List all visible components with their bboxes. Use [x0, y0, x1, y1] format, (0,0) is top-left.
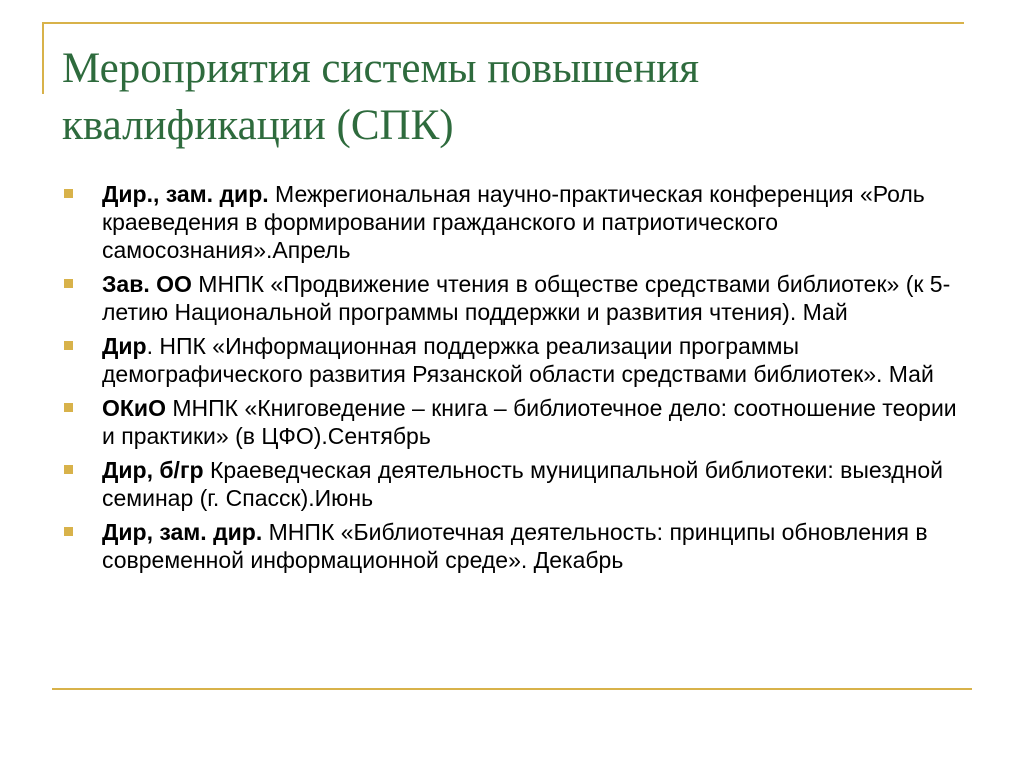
- slide-title-line-2: квалификации (СПК): [62, 102, 454, 149]
- event-item: [62, 270, 962, 326]
- event-responsible: Дир, б/гр: [102, 457, 204, 483]
- left-accent-rule: [42, 22, 44, 94]
- square-bullet-icon: [64, 527, 73, 536]
- event-description: Межрегиональная научно-практическая конференция «Роль краеведения в формировании гражданского и патриотического самосознания».Апрель: [102, 181, 925, 263]
- slide-title: [62, 40, 962, 154]
- event-responsible: Дир: [102, 333, 147, 359]
- square-bullet-icon: [64, 279, 73, 288]
- bottom-accent-rule: [52, 688, 972, 690]
- event-responsible: ОКиО: [102, 395, 166, 421]
- top-accent-rule: [42, 22, 964, 24]
- event-item: [62, 180, 962, 264]
- event-item: [62, 394, 962, 450]
- square-bullet-icon: [64, 341, 73, 350]
- square-bullet-icon: [64, 465, 73, 474]
- event-list: [62, 180, 962, 580]
- event-responsible: Зав. ОО: [102, 271, 192, 297]
- event-item: [62, 518, 962, 574]
- square-bullet-icon: [64, 189, 73, 198]
- square-bullet-icon: [64, 403, 73, 412]
- event-responsible: Дир, зам. дир.: [102, 519, 263, 545]
- event-item: [62, 332, 962, 388]
- event-description: Краеведческая деятельность муниципальной библиотеки: выездной семинар (г. Спасск).Июнь: [102, 457, 944, 511]
- event-description: . НПК «Информационная поддержка реализации программы демографического развития Рязанской области средствами библиотек». Май: [102, 333, 934, 387]
- event-item: [62, 456, 962, 512]
- slide-title-line-1: Мероприятия системы повышения: [62, 45, 700, 92]
- event-description: МНПК «Продвижение чтения в обществе средствами библиотек» (к 5-летию Национальной программы поддержки и развития чтения). Май: [102, 271, 951, 325]
- event-responsible: Дир., зам. дир.: [102, 181, 269, 207]
- event-description: МНПК «Библиотечная деятельность: принципы обновления в современной информационной среде». Декабрь: [102, 519, 928, 573]
- event-description: МНПК «Книговедение – книга – библиотечное дело: соотношение теории и практики» (в ЦФО).Сентябрь: [102, 395, 957, 449]
